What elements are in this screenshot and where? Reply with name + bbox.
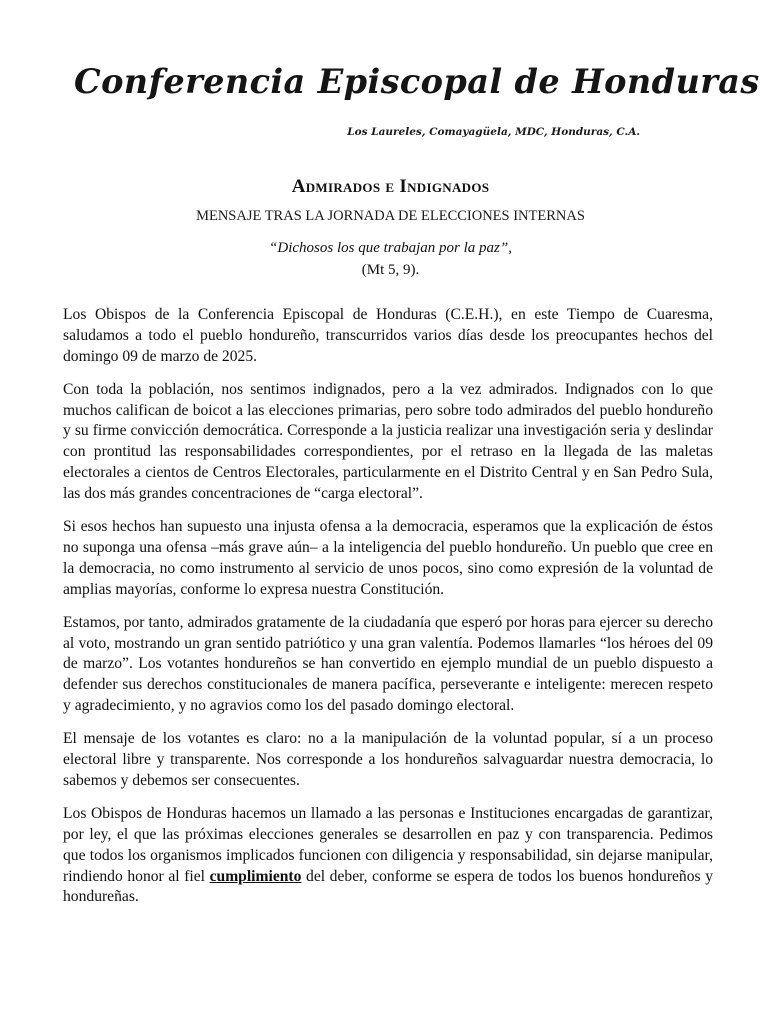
paragraph-3: Si esos hechos han supuesto una injusta ofensa a la democracia, esperamos que la explicación de éstos no suponga una ofensa –más grave aún– a la inteligencia del pueblo hondureño. Un pueblo que cree en la democracia, no como instrumento al servicio de unos pocos, sino como expresión de la voluntad de amplias mayorías, conforme lo expresa nuestra Constitución.: [63, 518, 713, 598]
letterhead-title: Conferencia Episcopal de Honduras: [74, 62, 760, 101]
epigraph-quote: “Dichosos los que trabajan por la paz”,: [269, 240, 512, 256]
paragraph-5: El mensaje de los votantes es claro: no a la manipulación de la voluntad popular, sí a un proceso electoral libre y transparente. Nos corresponde a los hondureños salvaguardar nuestra democracia, lo sabemos y debemos ser consecuentes.: [63, 730, 713, 789]
epigraph-reference: (Mt 5, 9).: [361, 262, 420, 278]
paragraph-6-text-end: del deber, conforme se espera de todos los buenos hondureños y hondureñas.: [63, 867, 713, 906]
paragraph-1: Los Obispos de la Conferencia Episcopal de Honduras (C.E.H.), en este Tiempo de Cuaresma, saludamos a todo el pueblo hondureño, transcurridos varios días desde los preocupantes hechos del domingo 09 de marzo de 2025.: [63, 306, 713, 365]
paragraph-2: Con toda la población, nos sentimos indignados, pero a la vez admirados. Indignados con lo que muchos califican de boicot a las elecciones primarias, pero sobre todo admirados del pueblo hondureño y su firme convicción democrática. Corresponde a la justicia realizar una investigación seria y deslindar con prontitud las responsabilidades correspondientes, por el retraso en la llegada de las maletas electorales a cientos de Centros Electorales, particularmente en el Distrito Central y en San Pedro Sula, las dos más grandes concentraciones de “carga electoral”.: [63, 380, 713, 502]
underlined-word: cumplimiento: [209, 867, 302, 885]
document-subtitle: MENSAJE TRAS LA JORNADA DE ELECCIONES INTERNAS: [196, 208, 585, 224]
paragraph-6-text-start: Los Obispos de Honduras hacemos un llamado a las personas e Instituciones encargadas de garantizar, por ley, el que las próximas elecciones generales se desarrollen en paz y con transparencia. Pedimos que todos los organismos implicados funcionen con diligencia y responsabilidad, sin dejarse manipular, rindiendo honor al fiel: [63, 805, 713, 885]
letterhead-address: Los Laureles, Comayagüela, MDC, Honduras, C.A.: [347, 126, 640, 138]
paragraph-6: [63, 804, 713, 908]
paragraph-4: Estamos, por tanto, admirados gratamente de la ciudadanía que esperó por horas para ejercer su derecho al voto, mostrando un gran sentido patriótico y una gran valentía. Podemos llamarles “los héroes del 09 de marzo”. Los votantes hondureños se han convertido en ejemplo mundial de un pueblo dispuesto a defender sus derechos constitucionales de manera pacífica, perseverante e inteligente: merecen respeto y agradecimiento, y no agravios como los del pasado domingo electoral.: [63, 613, 713, 715]
document-body: [63, 305, 713, 908]
document-title: Admirados e Indignados: [291, 176, 490, 197]
